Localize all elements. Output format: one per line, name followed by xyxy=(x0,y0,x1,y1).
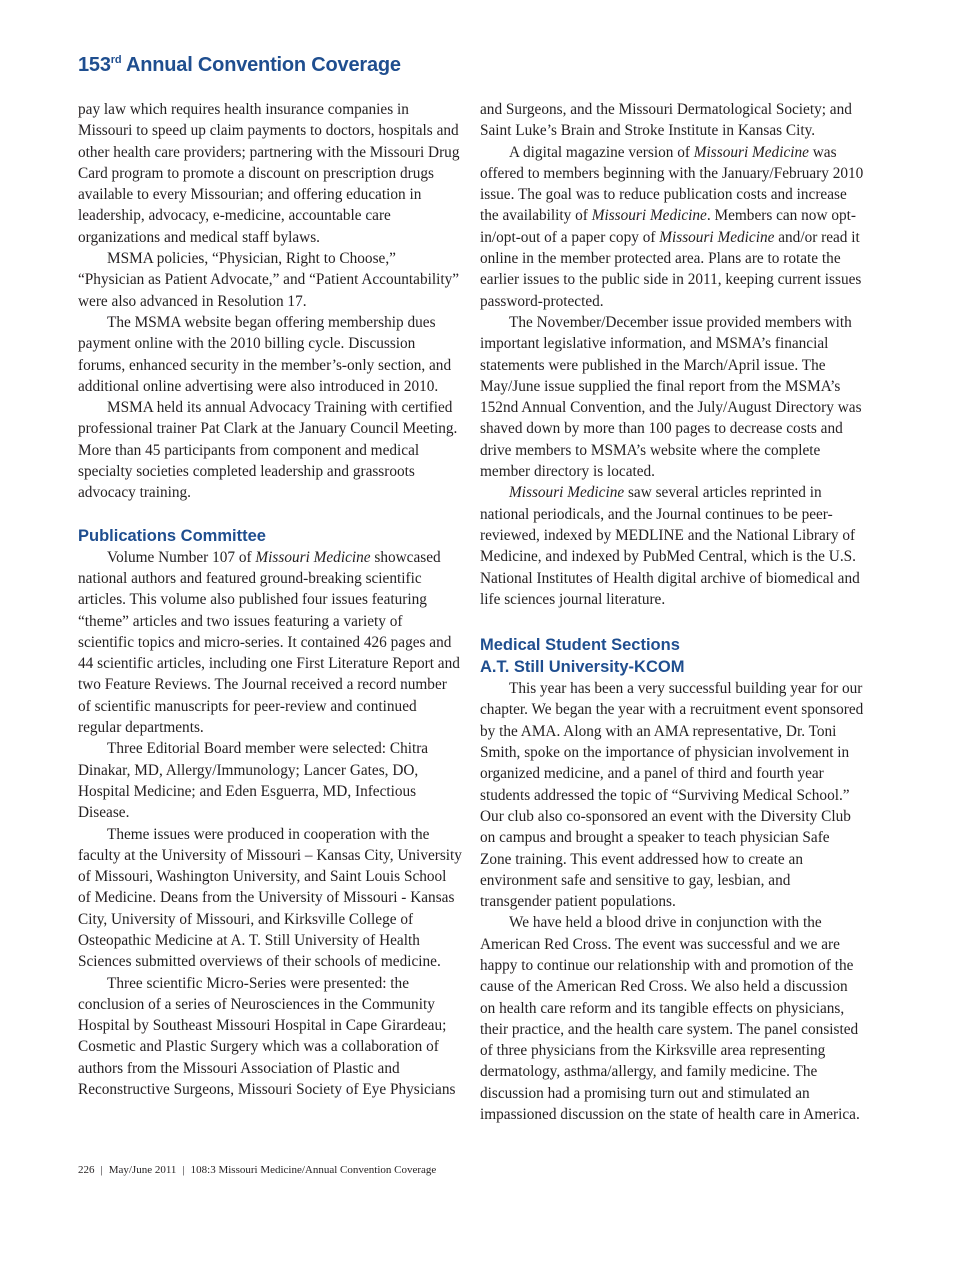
journal-citation: 108:3 Missouri Medicine/Annual Convention Coverage xyxy=(190,1164,437,1176)
paragraph: Three scientific Micro-Series were presented: the conclusion of a series of Neurosciences in the Community Hospital by Southeast Missouri Hospital in Cape Girardeau; Cosmetic and Plastic Surgery which was a collaboration of authors from the Missouri Association of Plastic and Reconstructive Surgeons, Missouri Society of Eye Physicians xyxy=(78,974,456,1099)
paragraph: Missouri Medicine saw several articles reprinted in national periodicals, and the Journal continues to be peer-reviewed, indexed by MEDLINE and the National Library of Medicine, and indexed by PubMed Central, which is the U.S. National Institutes of Health digital archive of biomedical and life sciences journal literature. xyxy=(480,484,860,608)
journal-title: Missouri Medicine xyxy=(255,548,371,566)
journal-title: Missouri Medicine xyxy=(591,207,707,225)
paragraph: Three Editorial Board member were selected: Chitra Dinakar, MD, Allergy/Immunology; Lancer Gates, DO, Hospital Medicine; and Eden Esguerra, MD, Infectious Disease. xyxy=(78,740,429,822)
journal-title: Missouri Medicine xyxy=(693,143,809,161)
section-heading-publications: Publications Committee xyxy=(78,526,266,545)
issue-date: May/June 2011 xyxy=(108,1164,177,1176)
paragraph: We have held a blood drive in conjunction with the American Red Cross. The event was successful and we are happy to continue our relationship with and promotion of the cause of the American Red Cross. We also held a discussion on health care reform and its tangible effects on physicians, their practice, and the health care system. The panel consisted of three physicians from the Kirksville area representing dermatology, asthma/allergy, and family medicine. The discussion had a promising turn out and stimulated an impassioned discussion on the state of health care in America. xyxy=(480,914,860,1124)
paragraph: The November/December issue provided members with important legislative information, and MSMA’s financial statements were published in the March/April issue. The May/June issue supplied the final report from the MSMA’s 152nd Annual Convention, and the July/August Directory was shaved down by more than 100 pages to decrease costs and drive members to MSMA’s website where the complete member directory is located. xyxy=(480,313,862,481)
journal-title: Missouri Medicine xyxy=(509,484,625,502)
paragraph: A digital magazine version of Missouri Medicine was offered to members beginning with the January/February 2010 issue. The goal was to reduce publication costs and increase the availability of Missouri Medicine. Members can now opt-in/opt-out of a paper copy of Missouri Medicine and/or read it online in the member protected area. Plans are to rotate the earlier issues to the public side in 2011, keeping current issues password-protected. xyxy=(480,143,864,310)
paragraph: MSMA held its annual Advocacy Training with certified professional trainer Pat Clark at the January Council Meeting. More than 45 participants from component and medical specialty societies completed leadership and grassroots advocacy training. xyxy=(78,399,458,502)
paragraph: This year has been a very successful building year for our chapter. We began the year with a recruitment event sponsored by the AMA. Along with an AMA representative, Dr. Toni Smith, spoke on the importance of physician involvement in organized medicine, and a panel of third and fourth year students addressed the topic of “Surviving Medical School.” Our club also co-sponsored an event with the Diversity Club on campus and brought a speaker to teach physician Safe Zone training. This event addressed how to create an environment safe and sensitive to gay, lesbian, and transgender patient populations. xyxy=(480,680,864,911)
paragraph: Theme issues were produced in cooperation with the faculty at the University of Missouri – Kansas City, University of Missouri, Washington University, and Saint Louis School of Medicine. Deans from the University of Missouri - Kansas City, University of Missouri, and Kirksville College of Osteopathic Medicine at A. T. Still University of Health Sciences submitted overviews of their schools of medicine. xyxy=(78,825,462,971)
title-text: Annual Convention Coverage xyxy=(121,54,401,76)
footer-separator: | xyxy=(182,1164,185,1176)
section-heading-medical-student-sections: Medical Student Sections xyxy=(480,636,680,655)
paragraph: The MSMA website began offering membership dues payment online with the 2010 billing cycle. Discussion forums, enhanced security in the member’s-only section, and additional online advertising were also introduced in 2010. xyxy=(78,313,452,395)
paragraph: pay law which requires health insurance companies in Missouri to speed up claim payments to doctors, hospitals and other health care providers; partnering with the Missouri Drug Card program to promote a discount on prescription drugs available to every Missourian; and offering education in leadership, advocacy, e-medicine, accountable care organizations and medical staff bylaws. xyxy=(78,101,460,246)
paragraph: and Surgeons, and the Missouri Dermatological Society; and Saint Luke’s Brain and Stroke Institute in Kansas City. xyxy=(480,101,852,140)
right-column xyxy=(480,99,864,1125)
section-heading-kcom: A.T. Still University-KCOM xyxy=(480,658,685,677)
footer-separator: | xyxy=(100,1164,103,1176)
title-superscript: rd xyxy=(110,54,122,66)
journal-title: Missouri Medicine xyxy=(659,228,775,246)
paragraph: Volume Number 107 of Missouri Medicine showcased national authors and featured ground-breaking scientific articles. This volume also published four issues featuring “theme” articles and two issues featuring a variety of scientific topics and micro-series. It contained 426 pages and 44 scientific articles, including one First Literature Report and two Feature Reviews. The Journal received a record number of scientific manuscripts for peer-review and continued regular departments. xyxy=(78,548,460,737)
page-number: 226 xyxy=(78,1164,95,1176)
title-number: 153 xyxy=(78,54,111,76)
page-footer xyxy=(78,1164,436,1176)
running-head-title xyxy=(78,54,401,77)
paragraph: MSMA policies, “Physician, Right to Choose,” “Physician as Patient Advocate,” and “Patient Accountability” were also advanced in Resolution 17. xyxy=(78,250,460,310)
left-column xyxy=(78,99,462,1100)
